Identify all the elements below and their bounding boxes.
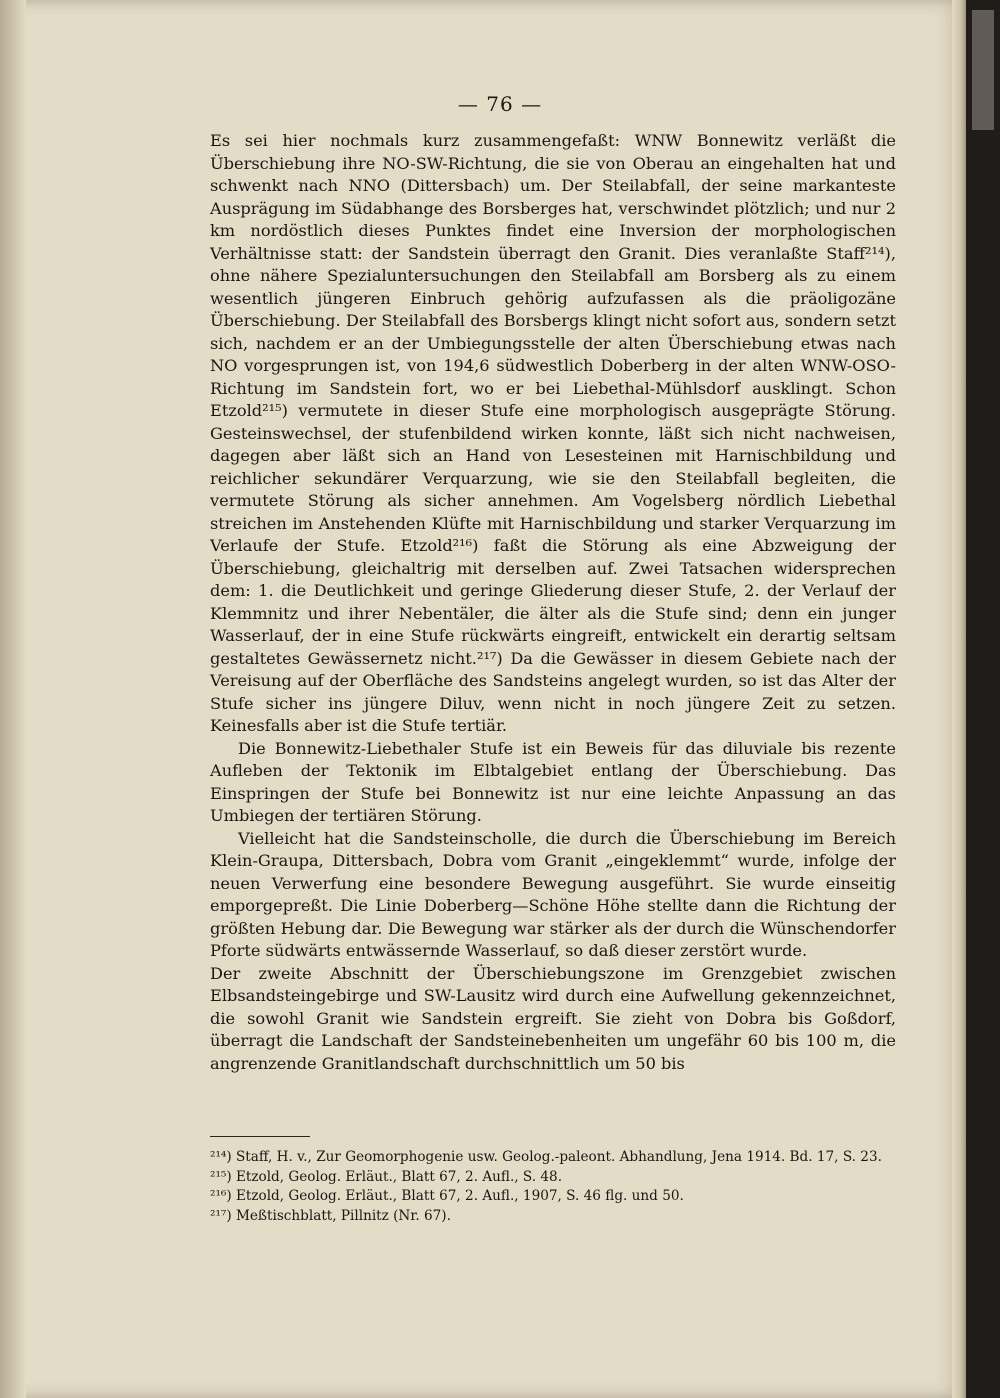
footnote-216: ²¹⁶) Etzold, Geolog. Erläut., Blatt 67, 2. Aufl., 1907, S. 46 flg. und 50. [210, 1188, 684, 1204]
body-text [210, 130, 896, 1075]
footnote-divider [210, 1136, 310, 1137]
paragraph-2: Die Bonnewitz-Liebethaler Stufe ist ein Beweis für das diluviale bis rezente Aufleben der Tektonik im Elbtalgebiet entlang der Überschiebung. Das Einspringen der Stufe bei Bonnewitz ist nur eine leichte Anpassung an das Umbiegen der tertiären Störung. [210, 738, 896, 825]
footnote-214: ²¹⁴) Staff, H. v., Zur Geomorphogenie usw. Geolog.-paleont. Abhandlung, Jena 1914. Bd. 17, S. 23. [210, 1149, 882, 1165]
footnote-215: ²¹⁵) Etzold, Geolog. Erläut., Blatt 67, 2. Aufl., S. 48. [210, 1168, 563, 1185]
paragraph-3: Vielleicht hat die Sandsteinscholle, die durch die Überschiebung im Bereich Klein-Graupa, Dittersbach, Dobra vom Granit „eingeklemmt“ wurde, infolge der neuen Verwerfung eine besondere Bewegung ausgeführt. Sie wurde einseitig emporgepreßt. Die Linie Doberberg—Schöne Höhe stellte dann die Richtung der größten Hebung dar. Die Bewegung war stärker als der durch die Wünschendorfer Pforte südwärts entwässernde Wasserlauf, so daß dieser zerstört wurde. [210, 828, 896, 960]
paragraph-1: Es sei hier nochmals kurz zusammengefaßt: WNW Bonnewitz verläßt die Überschiebung ihre NO-SW-Richtung, die sie von Oberau an eingehalten hat und schwenkt nach NNO (Dittersbach) um. Der Steilabfall, der seine markanteste Ausprägung im Südabhange des Borsberges hat, verschwindet plötzlich; und nur 2 km nordöstlich dieses Punktes findet eine Inversion der morphologischen Verhältnisse statt: der Sandstein überragt den Granit. Dies veranlaßte Staff²¹⁴), ohne nähere Spezialuntersuchungen den Steilabfall am Borsberg als zu einem wesentlich jüngeren Einbruch gehörig aufzufassen als die präoligozäne Überschiebung. Der Steilabfall des Borsbergs klingt nicht sofort aus, sondern setzt sich, nachdem er an der Umbiegungsstelle der alten Überschiebung etwas nach NO vorgesprungen ist, von 194,6 südwestlich Doberberg in der alten WNW-OSO-Richtung im Sandstein fort, wo er bei Liebethal-Mühlsdorf ausklingt. Schon Etzold²¹⁵) vermutete in dieser Stufe eine morphologisch ausgeprägte Störung. Gesteinswechsel, der stufenbildend wirken konnte, läßt sich nicht nachweisen, dagegen aber läßt sich an Hand von Lesesteinen mit Harnischbildung und reichlicher sekundärer Verquarzung, wie sie den Steilabfall begleiten, die vermutete Störung als sicher annehmen. Am Vogelsberg nördlich Liebethal streichen im Anstehenden Klüfte mit Harnischbildung und starker Verquarzung im Verlaufe der Stufe. Etzold²¹⁶) faßt die Störung als eine Abzweigung der Überschiebung, gleichaltrig mit derselben auf. Zwei Tatsachen widersprechen dem: 1. die Deutlichkeit und geringe Gliederung dieser Stufe, 2. der Verlauf der Klemmnitz und ihrer Nebentäler, die älter als die Stufe sind; denn ein junger Wasserlauf, der in eine Stufe rückwärts eingreift, entwickelt ein derartig seltsam gestaltetes Gewässernetz nicht.²¹⁷) Da die Gewässer in diesem Gebiete nach der Vereisung auf der Oberfläche des Sandsteins angelegt wurden, so ist das Alter der Stufe sicher ins jüngere Diluv, wenn nicht in noch jüngere Zeit zu setzen. Keinesfalls aber ist die Stufe tertiär. [210, 131, 896, 735]
book-spine-shadow [0, 0, 26, 1398]
footnote-217: ²¹⁷) Meßtischblatt, Pillnitz (Nr. 67). [210, 1207, 451, 1224]
scan-background-edge [966, 0, 1000, 1398]
page-number: — 76 — [457, 92, 543, 116]
paragraph-4: Der zweite Abschnitt der Überschiebungszone im Grenzgebiet zwischen Elbsandsteingebirge und SW-Lausitz wird durch eine Aufwellung gekennzeichnet, die sowohl Granit wie Sandstein ergreift. Sie zieht von Dobra bis Goßdorf, überragt die Landschaft der Sandsteinebenheiten um ungefähr 60 bis 100 m, die angrenzende Granitlandschaft durchschnittlich um 50 bis [210, 963, 896, 1073]
footnotes [210, 1148, 896, 1226]
